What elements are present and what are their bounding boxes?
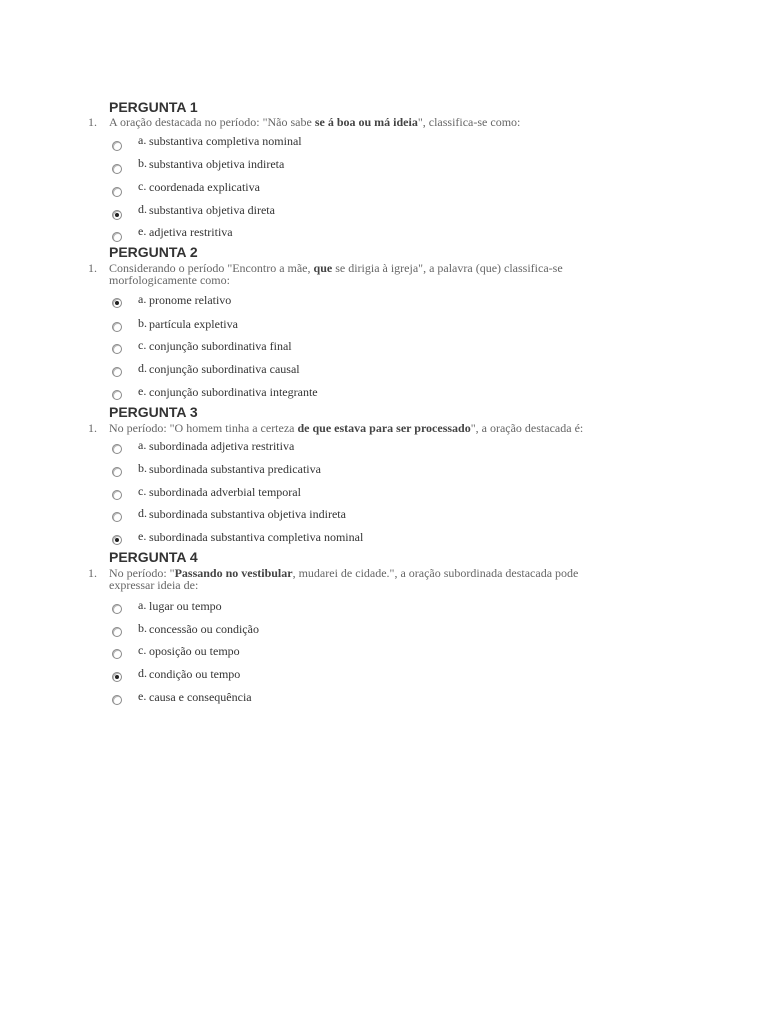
option-letter: d. bbox=[138, 666, 147, 680]
question-text-before: No período: "O homem tinha a certeza bbox=[109, 421, 298, 435]
radio-button[interactable] bbox=[112, 695, 122, 705]
option-d[interactable] bbox=[0, 202, 768, 224]
option-label: conjunção subordinativa causal bbox=[149, 362, 300, 376]
option-label: concessão ou condição bbox=[149, 622, 259, 636]
radio-button[interactable] bbox=[112, 344, 122, 354]
question-text-highlight: de que estava para ser processado bbox=[297, 421, 471, 435]
option-d[interactable] bbox=[0, 361, 768, 383]
option-letter: a. bbox=[138, 438, 147, 452]
option-c[interactable] bbox=[0, 484, 768, 506]
radio-button[interactable] bbox=[112, 512, 122, 522]
option-letter: c. bbox=[138, 484, 147, 498]
question-text-after: ", classifica-se como: bbox=[417, 115, 521, 129]
radio-button[interactable] bbox=[112, 627, 122, 637]
option-letter: e. bbox=[138, 529, 147, 543]
option-label: lugar ou tempo bbox=[149, 599, 222, 613]
question-text bbox=[109, 116, 629, 128]
option-label: partícula expletiva bbox=[149, 317, 238, 331]
question-number: 1. bbox=[88, 566, 97, 580]
question-title: PERGUNTA 2 bbox=[109, 244, 198, 260]
option-label: causa e consequência bbox=[149, 690, 252, 704]
option-label: substantiva objetiva direta bbox=[149, 203, 275, 217]
option-letter: b. bbox=[138, 156, 147, 170]
option-b[interactable] bbox=[0, 156, 768, 178]
question-text-highlight: se á boa ou má ideia bbox=[314, 115, 418, 129]
question-text bbox=[109, 262, 609, 286]
option-label: subordinada substantiva objetiva indireta bbox=[149, 507, 346, 521]
question-text-highlight: que bbox=[313, 261, 333, 275]
option-b[interactable] bbox=[0, 316, 768, 338]
radio-button[interactable] bbox=[112, 467, 122, 477]
option-letter: a. bbox=[138, 133, 147, 147]
question-text-before: A oração destacada no período: "Não sabe bbox=[109, 115, 315, 129]
option-b[interactable] bbox=[0, 461, 768, 483]
option-letter: d. bbox=[138, 506, 147, 520]
question-text-after: ", a oração destacada é: bbox=[470, 421, 584, 435]
option-a[interactable] bbox=[0, 598, 768, 620]
option-c[interactable] bbox=[0, 643, 768, 665]
option-letter: a. bbox=[138, 292, 147, 306]
radio-button[interactable] bbox=[112, 322, 122, 332]
option-label: substantiva completiva nominal bbox=[149, 134, 302, 148]
option-label: conjunção subordinativa final bbox=[149, 339, 292, 353]
option-label: subordinada substantiva predicativa bbox=[149, 462, 321, 476]
question-title: PERGUNTA 3 bbox=[109, 404, 198, 420]
option-e[interactable] bbox=[0, 384, 768, 406]
question-number: 1. bbox=[88, 261, 97, 275]
option-e[interactable] bbox=[0, 689, 768, 711]
option-letter: b. bbox=[138, 316, 147, 330]
option-letter: a. bbox=[138, 598, 147, 612]
option-e[interactable] bbox=[0, 529, 768, 551]
radio-button[interactable] bbox=[112, 164, 122, 174]
option-d[interactable] bbox=[0, 666, 768, 688]
option-label: subordinada substantiva completiva nominal bbox=[149, 530, 364, 544]
option-a[interactable] bbox=[0, 292, 768, 314]
radio-button[interactable] bbox=[112, 367, 122, 377]
option-letter: b. bbox=[138, 461, 147, 475]
radio-button[interactable] bbox=[112, 490, 122, 500]
option-letter: d. bbox=[138, 361, 147, 375]
option-a[interactable] bbox=[0, 133, 768, 155]
question-text bbox=[109, 567, 619, 591]
option-label: adjetiva restritiva bbox=[149, 225, 233, 239]
radio-button-selected[interactable] bbox=[112, 535, 122, 545]
option-letter: c. bbox=[138, 179, 147, 193]
option-label: subordinada adverbial temporal bbox=[149, 485, 301, 499]
option-label: pronome relativo bbox=[149, 293, 232, 307]
option-letter: e. bbox=[138, 224, 147, 238]
question-text-before: Considerando o período "Encontro a mãe, bbox=[109, 261, 314, 275]
option-label: coordenada explicativa bbox=[149, 180, 260, 194]
radio-button-selected[interactable] bbox=[112, 298, 122, 308]
option-letter: c. bbox=[138, 643, 147, 657]
option-label: substantiva objetiva indireta bbox=[149, 157, 285, 171]
question-text bbox=[109, 422, 629, 434]
radio-button[interactable] bbox=[112, 141, 122, 151]
radio-button[interactable] bbox=[112, 232, 122, 242]
option-c[interactable] bbox=[0, 179, 768, 201]
radio-button[interactable] bbox=[112, 444, 122, 454]
radio-button[interactable] bbox=[112, 187, 122, 197]
option-c[interactable] bbox=[0, 338, 768, 360]
question-text-highlight: Passando no vestibular bbox=[174, 566, 293, 580]
radio-button-selected[interactable] bbox=[112, 210, 122, 220]
question-number: 1. bbox=[88, 421, 97, 435]
option-a[interactable] bbox=[0, 438, 768, 460]
radio-button[interactable] bbox=[112, 649, 122, 659]
option-letter: e. bbox=[138, 384, 147, 398]
option-label: condição ou tempo bbox=[149, 667, 241, 681]
option-letter: c. bbox=[138, 338, 147, 352]
option-e[interactable] bbox=[0, 224, 768, 246]
radio-button[interactable] bbox=[112, 604, 122, 614]
radio-button-selected[interactable] bbox=[112, 672, 122, 682]
option-label: subordinada adjetiva restritiva bbox=[149, 439, 295, 453]
option-b[interactable] bbox=[0, 621, 768, 643]
question-title: PERGUNTA 1 bbox=[109, 99, 198, 115]
question-title: PERGUNTA 4 bbox=[109, 549, 198, 565]
question-text-before: No período: " bbox=[109, 566, 175, 580]
option-letter: d. bbox=[138, 202, 147, 216]
option-letter: e. bbox=[138, 689, 147, 703]
option-letter: b. bbox=[138, 621, 147, 635]
option-d[interactable] bbox=[0, 506, 768, 528]
option-label: conjunção subordinativa integrante bbox=[149, 385, 318, 399]
question-text-after: , mudarei de cidade.", a oração subordinada destacada pode expressar ideia de: bbox=[109, 566, 579, 592]
question-number: 1. bbox=[88, 115, 97, 129]
radio-button[interactable] bbox=[112, 390, 122, 400]
question-text-after: se dirigia à igreja", a palavra (que) classifica-se morfologicamente como: bbox=[109, 261, 563, 287]
option-label: oposição ou tempo bbox=[149, 644, 240, 658]
